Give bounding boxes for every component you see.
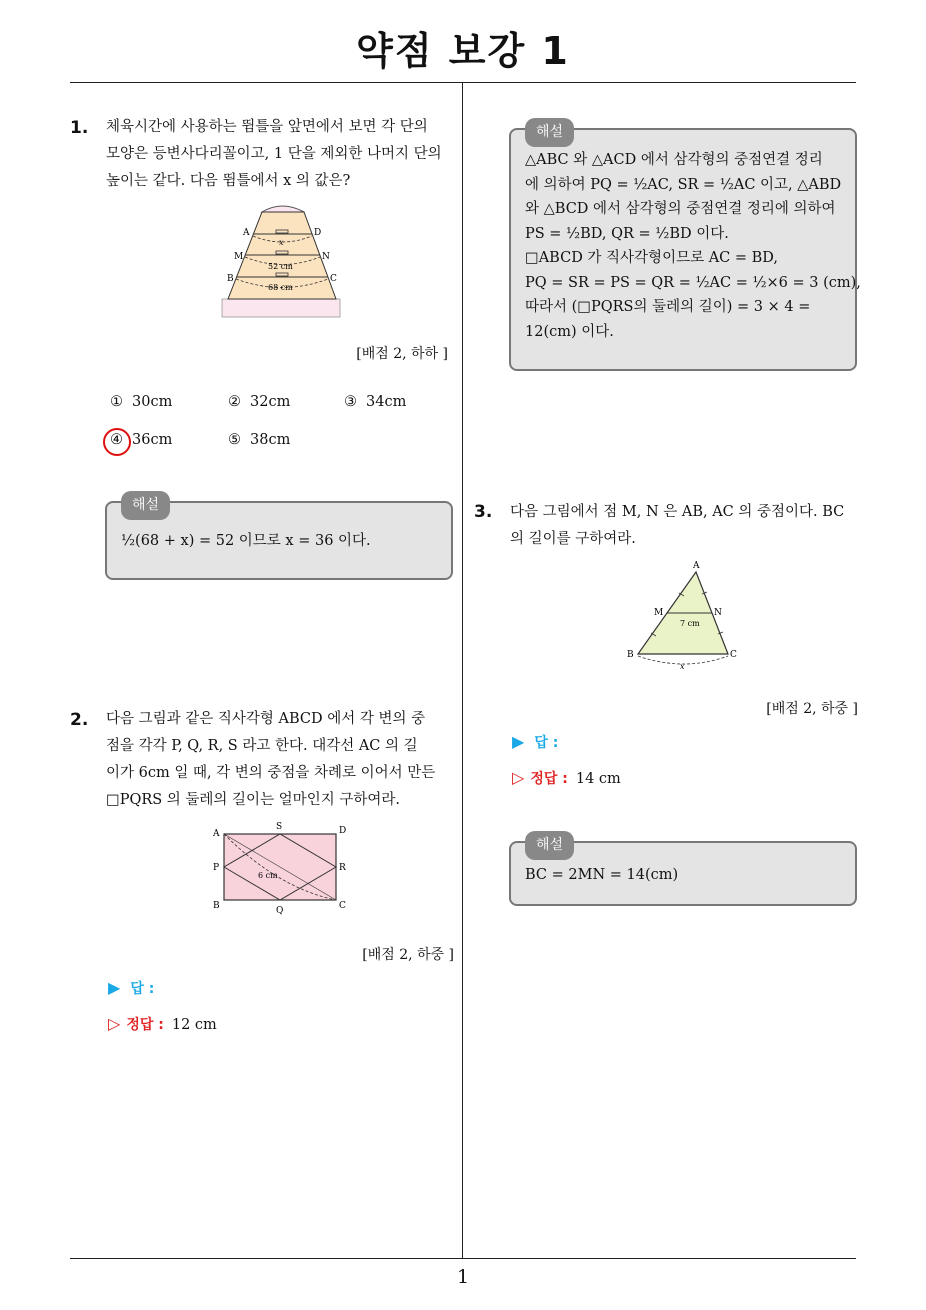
label-B: B (227, 274, 234, 284)
choice-2[interactable] (228, 394, 290, 410)
question-3-text (510, 499, 860, 553)
label-M: M (234, 252, 244, 262)
question-1-points: [배점 2, 하하 ] (356, 346, 448, 362)
explanation-line: ½(68 + x) = 52 이므로 x = 36 이다. (121, 533, 371, 549)
label-R: R (339, 863, 346, 873)
answer-label: 답 : (534, 735, 559, 751)
question-2-points: [배점 2, 하중 ] (362, 947, 454, 963)
choice-mark: ② (228, 394, 241, 410)
explanation-line: 와 △BCD 에서 삼각형의 중점연결 정리에 의하여 (525, 201, 836, 217)
question-2-text (106, 706, 456, 814)
question-2-correct-row (108, 1014, 217, 1034)
question-3-line: 다음 그림에서 점 M, N 은 AB, AC 의 중점이다. BC (510, 504, 845, 520)
label-N: N (322, 252, 330, 262)
correct-value: 14 cm (575, 771, 621, 787)
choice-4[interactable] (110, 432, 172, 448)
label-x: x (279, 238, 284, 247)
label-P: P (213, 863, 220, 873)
choice-mark: ④ (110, 432, 123, 448)
question-2-number: 2. (70, 710, 89, 730)
rectangle-figure (208, 818, 356, 918)
explanation-line: 에 의하여 PQ = ½AC, SR = ½AC 이고, △ABD (525, 176, 842, 193)
question-2-line: 점을 각각 P, Q, R, S 라고 한다. 대각선 AC 의 길 (106, 738, 418, 754)
choice-mark: ① (110, 394, 123, 410)
label-7cm: 7 cm (680, 619, 700, 628)
column-divider (462, 82, 463, 1258)
answer-arrow-icon: ▶ (108, 978, 121, 997)
question-2-line: 다음 그림과 같은 직사각형 ABCD 에서 각 변의 중 (106, 711, 426, 727)
label-C: C (330, 274, 337, 284)
correct-label: 정답 : (530, 771, 568, 787)
question-3-correct-row (512, 768, 621, 788)
label-52cm: 52 cm (268, 262, 293, 271)
vault-top-cap (262, 206, 304, 212)
label-x: x (680, 662, 685, 671)
explanation-line: □ABCD 가 직사각형이므로 AC = BD, (525, 250, 779, 266)
explanation-line: BC = 2MN = 14(cm) (525, 867, 679, 883)
page-number: 1 (456, 1266, 470, 1288)
correct-arrow-icon: ▷ (108, 1014, 121, 1033)
question-2-line: □PQRS 의 둘레의 길이는 얼마인지 구하여라. (106, 792, 400, 808)
explanation-tag: 해설 (525, 118, 574, 147)
choice-text: 34cm (366, 394, 407, 410)
correct-label: 정답 : (126, 1017, 164, 1033)
question-1-explanation (105, 497, 453, 580)
choice-text: 30cm (132, 394, 173, 410)
question-1-line: 체육시간에 사용하는 뜀틀을 앞면에서 보면 각 단의 (106, 119, 428, 135)
explanation-line: 12(cm) 이다. (525, 323, 614, 340)
label-N: N (714, 608, 722, 618)
question-3-points: [배점 2, 하중 ] (766, 701, 858, 717)
label-D: D (339, 826, 347, 836)
label-S: S (276, 822, 283, 832)
label-A: A (243, 228, 250, 238)
question-3-answer-row[interactable] (512, 732, 558, 752)
label-68cm: 68 cm (268, 283, 293, 292)
question-3-number: 3. (474, 502, 493, 522)
question-1-line: 높이는 같다. 다음 뜀틀에서 x 의 값은? (106, 173, 351, 189)
footer-rule (70, 1258, 856, 1259)
label-A: A (693, 561, 700, 571)
label-M: M (654, 608, 664, 618)
question-1-text (106, 114, 456, 195)
question-2-explanation (509, 124, 861, 371)
label-B: B (213, 901, 220, 911)
question-1-number: 1. (70, 118, 89, 138)
choice-3[interactable] (344, 394, 406, 410)
correct-value: 12 cm (171, 1017, 217, 1033)
choice-5[interactable] (228, 432, 290, 448)
header-rule (70, 82, 856, 83)
explanation-tag: 해설 (121, 491, 170, 520)
answer-arrow-icon: ▶ (512, 732, 525, 751)
answer-label: 답 : (130, 981, 155, 997)
label-6cm: 6 cm (258, 871, 278, 880)
explanation-line: PQ = SR = PS = QR = ½AC = ½×6 = 3 (cm), (525, 274, 861, 291)
explanation-line: △ABC 와 △ACD 에서 삼각형의 중점연결 정리 (525, 152, 823, 168)
choice-text: 38cm (250, 432, 291, 448)
correct-arrow-icon: ▷ (512, 768, 525, 787)
label-D: D (314, 228, 322, 238)
choice-text: 32cm (250, 394, 291, 410)
choice-text: 36cm (132, 432, 173, 448)
question-3-line: 의 길이를 구하여라. (510, 531, 636, 547)
question-2-answer-row[interactable] (108, 978, 154, 998)
explanation-tag: 해설 (525, 831, 574, 860)
question-3-explanation (509, 837, 857, 906)
label-B: B (627, 650, 634, 660)
vault-base (222, 299, 340, 317)
label-C: C (339, 901, 346, 911)
choice-1[interactable] (110, 394, 172, 410)
page-title: 약점 보강 1 (356, 29, 570, 73)
explanation-line: 따라서 (□PQRS의 둘레의 길이) = 3 × 4 = (525, 299, 811, 315)
question-2-line: 이가 6cm 일 때, 각 변의 중점을 차례로 이어서 만든 (106, 765, 436, 781)
question-1-line: 모양은 등변사다리꼴이고, 1 단을 제외한 나머지 단의 (106, 146, 442, 162)
explanation-line: PS = ½BD, QR = ½BD 이다. (525, 225, 729, 242)
choice-mark: ③ (344, 394, 357, 410)
label-C: C (730, 650, 737, 660)
choice-mark: ⑤ (228, 432, 241, 448)
vaulting-box-figure (212, 196, 352, 320)
label-A: A (213, 829, 220, 839)
label-Q: Q (276, 906, 284, 916)
triangle-figure (624, 558, 744, 672)
